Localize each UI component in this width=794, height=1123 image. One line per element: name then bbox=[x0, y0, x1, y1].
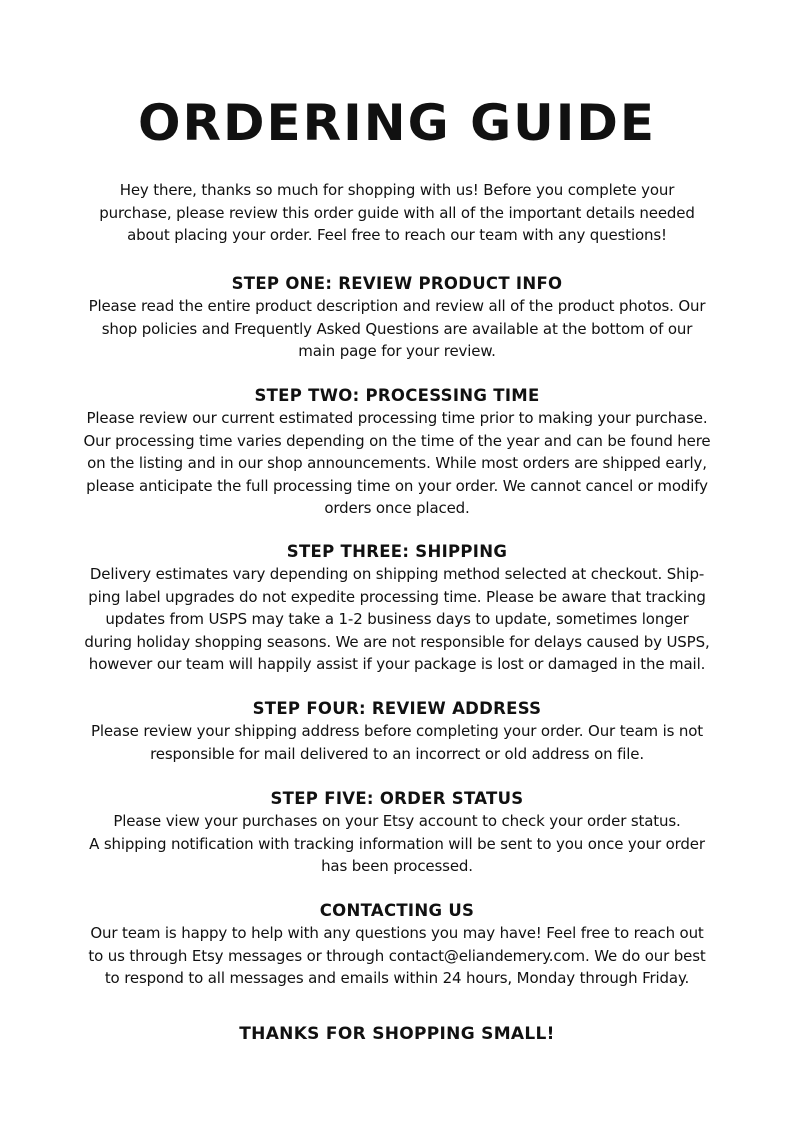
intro-line: Hey there, thanks so much for shopping with us! Before you complete your bbox=[119, 181, 675, 199]
intro-line: about placing your order. Feel free to reach our team with any questions! bbox=[127, 226, 667, 244]
section-line: to respond to all messages and emails within 24 hours, Monday through Friday. bbox=[104, 969, 690, 987]
section-line: on the listing and in our shop announcements. While most orders are shipped early, bbox=[87, 454, 707, 472]
page-title: ORDERING GUIDE bbox=[138, 94, 656, 152]
section-line: Delivery estimates vary depending on shipping method selected at checkout. Ship- bbox=[89, 565, 705, 583]
intro-paragraph bbox=[64, 179, 730, 247]
section-line: main page for your review. bbox=[298, 342, 496, 360]
section-line: updates from USPS may take a 1-2 business days to update, sometimes longer bbox=[105, 610, 689, 628]
section-line: Our processing time varies depending on the time of the year and can be found here bbox=[83, 431, 711, 450]
section-line: to us through Etsy messages or through contact@eliandemery.com. We do our best bbox=[88, 946, 706, 965]
section-heading: STEP THREE: SHIPPING bbox=[286, 542, 508, 561]
section-step-three bbox=[64, 541, 730, 676]
section-heading: STEP ONE: REVIEW PRODUCT INFO bbox=[231, 274, 563, 293]
section-heading: STEP FOUR: REVIEW ADDRESS bbox=[252, 699, 542, 718]
section-line: Please read the entire product description and review all of the product photos. Our bbox=[88, 297, 706, 315]
section-line: has been processed. bbox=[321, 857, 473, 875]
section-step-five bbox=[64, 788, 730, 878]
section-heading: CONTACTING US bbox=[319, 901, 475, 920]
intro-line: purchase, please review this order guide with all of the important details needed bbox=[99, 203, 695, 222]
section-line: responsible for mail delivered to an incorrect or old address on file. bbox=[150, 744, 644, 763]
section-line: orders once placed. bbox=[324, 499, 470, 517]
section-heading: STEP TWO: PROCESSING TIME bbox=[254, 386, 540, 405]
section-line: during holiday shopping seasons. We are not responsible for delays caused by USPS, bbox=[84, 632, 710, 651]
section-step-two bbox=[64, 385, 730, 520]
section-line: Please view your purchases on your Etsy account to check your order status. bbox=[113, 812, 681, 830]
section-line: ping label upgrades do not expedite processing time. Please be aware that tracking bbox=[88, 587, 706, 606]
section-line: shop policies and Frequently Asked Questions are available at the bottom of our bbox=[101, 319, 693, 338]
section-line: A shipping notification with tracking information will be sent to you once your order bbox=[89, 834, 705, 853]
section-line: please anticipate the full processing time on your order. We cannot cancel or modify bbox=[86, 476, 708, 495]
section-line: Please review your shipping address before completing your order. Our team is not bbox=[90, 722, 704, 740]
section-line: however our team will happily assist if your package is lost or damaged in the mail. bbox=[88, 655, 706, 673]
section-step-one bbox=[64, 273, 730, 363]
section-line: Please review our current estimated processing time prior to making your purchase. bbox=[86, 409, 708, 427]
closing-message: THANKS FOR SHOPPING SMALL! bbox=[239, 1024, 555, 1044]
section-step-four bbox=[64, 698, 730, 765]
section-heading: STEP FIVE: ORDER STATUS bbox=[270, 789, 524, 808]
section-line: Our team is happy to help with any questions you may have! Feel free to reach out bbox=[90, 924, 704, 942]
section-contacting-us bbox=[64, 900, 730, 990]
